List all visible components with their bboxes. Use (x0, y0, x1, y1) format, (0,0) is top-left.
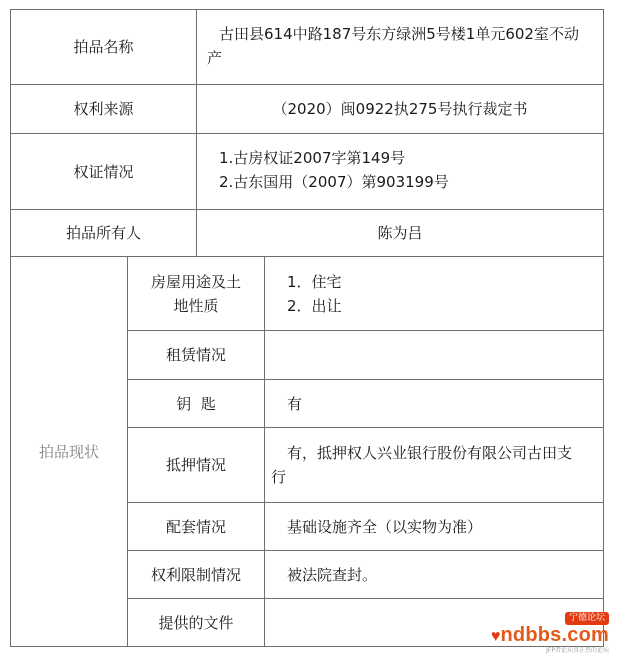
restriction-label-cell (127, 550, 265, 599)
owner-value-cell (196, 209, 604, 257)
certificate-value-cell (196, 133, 604, 210)
mortgage-label: 抵押情况 (165, 456, 226, 474)
certificate-item-2: 2.古东国用（2007）第903199号 (219, 173, 449, 191)
item-name-label: 拍品名称 (73, 38, 134, 56)
watermark-subtext: JFP者论坛真正热的论坛 (546, 647, 609, 654)
heart-icon: ♥ (490, 628, 501, 645)
mortgage-label-cell (127, 427, 265, 503)
rights-source-value-cell (196, 84, 604, 134)
status-section-label-cell (10, 256, 128, 647)
mortgage-value-line2: 行 (271, 468, 287, 486)
documents-label-cell (127, 598, 265, 647)
watermark-tag: 宁德论坛 (565, 612, 609, 625)
watermark-logo (491, 625, 609, 647)
usage-label-line2: 地性质 (173, 296, 219, 315)
certificate-item-1: 1.古房权证2007字第149号 (219, 149, 406, 167)
lease-label-cell (127, 330, 265, 380)
facilities-label-cell (127, 502, 265, 551)
mortgage-value-line1: 有，抵押权人兴业银行股份有限公司古田支 (287, 444, 573, 462)
restriction-value: 被法院查封。 (287, 565, 378, 584)
rights-source-label: 权利来源 (73, 100, 134, 118)
usage-value-cell (264, 256, 604, 331)
usage-label-line1: 房屋用途及土 (150, 272, 241, 291)
watermark-main-text: ndbbs.com (500, 624, 609, 646)
item-name-value-cell (196, 9, 604, 85)
lease-label: 租赁情况 (165, 346, 226, 364)
usage-label-cell (127, 256, 265, 331)
rights-source-label-cell (10, 84, 197, 134)
lease-value-cell (264, 330, 604, 380)
restriction-label: 权利限制情况 (150, 565, 241, 584)
certificate-label-cell (10, 133, 197, 210)
keys-label-cell (127, 379, 265, 428)
keys-value-cell (264, 379, 604, 428)
mortgage-value-cell (264, 427, 604, 503)
keys-label: 钥 匙 (176, 394, 216, 413)
item-name-label-cell (10, 9, 197, 85)
item-name-value-line2: 产 (207, 49, 223, 67)
owner-label-cell (10, 209, 197, 257)
documents-label: 提供的文件 (158, 613, 234, 632)
facilities-label: 配套情况 (165, 517, 226, 536)
certificate-label: 权证情况 (73, 162, 134, 181)
status-section-label: 拍品现状 (38, 442, 99, 461)
item-name-value-line1: 古田县614中路187号东方绿洲5号楼1单元602室不动 (219, 25, 579, 43)
usage-value-line2: 2．出让 (287, 296, 342, 315)
owner-value: 陈为吕 (377, 224, 423, 242)
keys-value: 有 (287, 394, 303, 413)
rights-source-value: （2020）闽0922执275号执行裁定书 (272, 100, 528, 118)
usage-value-line1: 1．住宅 (287, 272, 342, 291)
restriction-value-cell (264, 550, 604, 599)
site-watermark (491, 605, 609, 655)
owner-label: 拍品所有人 (65, 224, 141, 242)
facilities-value-cell (264, 502, 604, 551)
facilities-value: 基础设施齐全（以实物为准） (287, 517, 483, 536)
